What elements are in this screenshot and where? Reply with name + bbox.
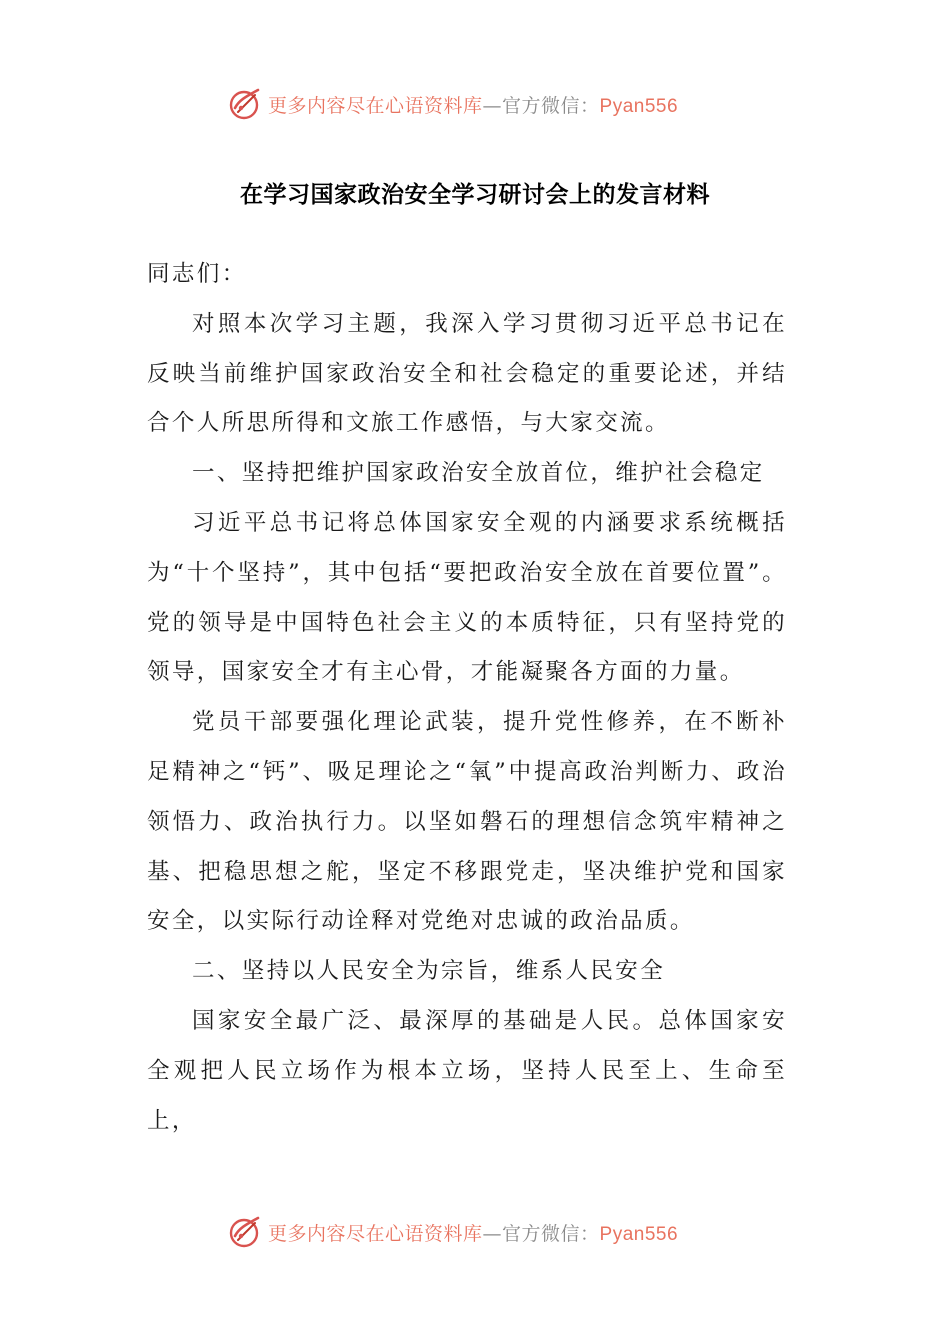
watermark-footer [0, 1212, 950, 1252]
paragraph: 党员干部要强化理论武装，提升党性修养，在不断补足精神之“钙”、吸足理论之“氧”中提高政治判断力、政治领悟力、政治执行力。以坚如磐石的理想信念筑牢精神之基、把稳思想之舵，坚定不移跟党走，坚决维护党和国家安全，以实际行动诠释对党绝对忠诚的政治品质。 [147, 709, 787, 935]
section-heading: 二、坚持以人民安全为宗旨，维系人民安全 [192, 958, 666, 985]
greeting: 同志们： [147, 261, 247, 287]
watermark-text: 更多内容尽在心语资料库—官方微信：Pyan556 [268, 94, 679, 117]
paragraph: 对照本次学习主题，我深入学习贯彻习近平总书记在反映当前维护国家政治安全和社会稳定的重要论述，并结合个人所思所得和文旅工作感悟，与大家交流。 [147, 310, 787, 437]
document-title: 在学习国家政治安全学习研讨会上的发言材料 [240, 182, 710, 208]
paragraph: 习近平总书记将总体国家安全观的内涵要求系统概括为“十个坚持”，其中包括“要把政治安全放在首要位置”。党的领导是中国特色社会主义的本质特征，只有坚持党的领导，国家安全才有主心骨，才能凝聚各方面的力量。 [147, 509, 787, 686]
watermark-header [0, 84, 950, 124]
section-heading: 一、坚持把维护国家政治安全放首位，维护社会稳定 [192, 460, 765, 487]
pen-logo-icon [228, 86, 264, 122]
document-body [147, 250, 787, 1146]
paragraph: 国家安全最广泛、最深厚的基础是人民。总体国家安全观把人民立场作为根本立场，坚持人民至上、生命至上， [147, 1007, 787, 1134]
watermark-text: 更多内容尽在心语资料库—官方微信：Pyan556 [268, 1222, 679, 1245]
pen-logo-icon [228, 1214, 264, 1250]
